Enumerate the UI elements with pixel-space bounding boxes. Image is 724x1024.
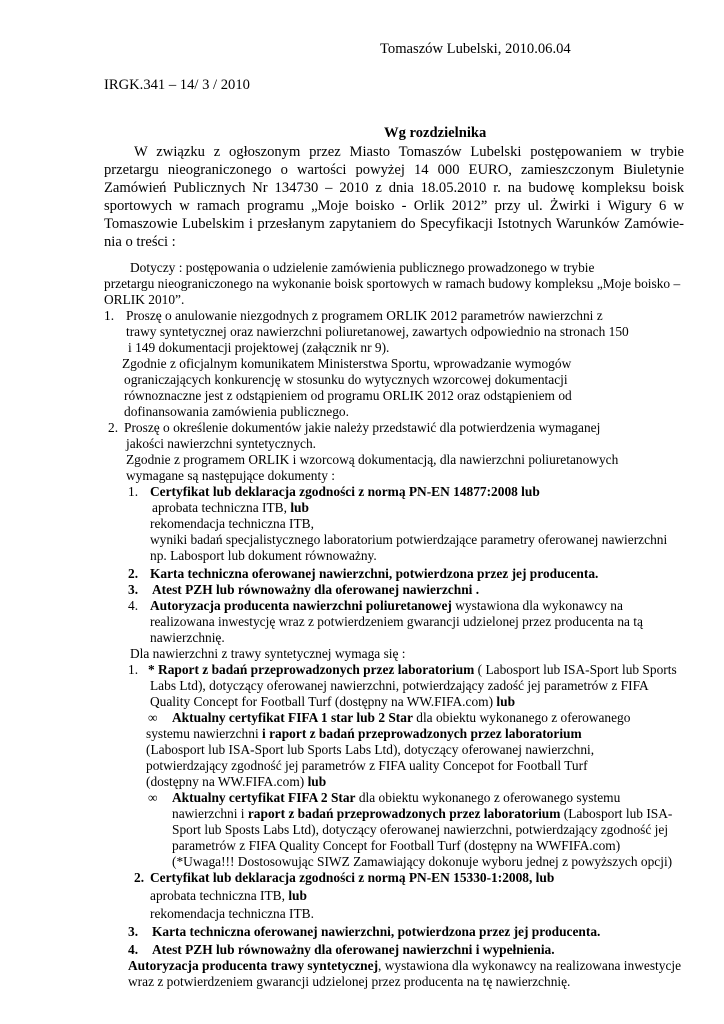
option-line: Sport lub Sposts Labs Ltd), dotyczący oferowanej nawierzchni, potwierdzający zgodność jej: [172, 822, 669, 837]
intro-line: Zamówień Publicznych Nr 134730 – 2010 z dnia 18.05.2010 r. na budowę kompleksu boisk: [104, 180, 684, 196]
answer-line: równoznaczne jest z odstąpieniem od programu ORLIK 2012 oraz odstąpieniem od: [124, 388, 572, 403]
subject-line: przetargu nieograniczonego na wykonanie boisk sportowych w ramach budowy kompleksu „Moje boisko –: [104, 276, 681, 291]
option-line: systemu nawierzchni i raport z badań przeprowadzonych przez laboratorium: [146, 726, 582, 741]
list-item-line: rekomendacja techniczna ITB,: [150, 516, 314, 531]
list-item-line: * Raport z badań przeprowadzonych przez laboratorium ( Labosport lub ISA-Sport lub Sports: [148, 662, 677, 677]
list-item-title: Atest PZH lub równoważny dla oferowanej nawierzchni .: [152, 582, 480, 597]
option-bullet-icon: ∞: [148, 790, 158, 805]
list-item-line: realizowana inwestycję wraz z potwierdzeniem gwarancji udzielonej przez producenta na tą: [150, 614, 643, 629]
subject-line: Dotyczy : postępowania o udzielenie zamówienia publicznego prowadzonego w trybie: [130, 260, 595, 275]
option-line: Aktualny certyfikat FIFA 1 star lub 2 Star dla obiektu wykonanego z oferowanego: [172, 710, 631, 725]
question-line: Proszę o określenie dokumentów jakie należy przedstawić dla potwierdzenia wymaganej: [124, 420, 601, 435]
list-number: 2.: [128, 566, 139, 581]
list-item-title: Certyfikat lub deklaracja zgodności z normą PN-EN 14877:2008 lub: [150, 484, 540, 499]
section-heading: Dla nawierzchni z trawy syntetycznej wymaga się :: [130, 646, 406, 661]
subject-line: ORLIK 2010”.: [104, 292, 185, 307]
question-line: Proszę o anulowanie niezgodnych z programem ORLIK 2012 parametrów nawierzchni z: [126, 308, 603, 323]
list-number: 1.: [128, 662, 139, 677]
list-number: 4.: [128, 598, 139, 613]
list-item-line: rekomendacja techniczna ITB.: [150, 906, 314, 921]
option-line: nawierzchni i raport z badań przeprowadzonych przez laboratorium (Labosport lub ISA-: [172, 806, 673, 821]
option-line: (dostępny na WW.FIFA.com) lub: [146, 774, 327, 789]
option-line: parametrów z FIFA Quality Concept for Football Turf (dostępny na WWFIFA.com): [172, 838, 621, 853]
intro-line: Tomaszowie Lubelskim i przesłanym zapytaniem do Specyfikacji Istotnych Warunków Zamówie-: [104, 216, 684, 232]
list-item-line: wyniki badań specjalistycznego laboratorium potwierdzające parametry oferowanej nawierzchni: [150, 532, 668, 547]
list-item-line: nawierzchnię.: [150, 630, 225, 645]
question-number: 1.: [104, 308, 115, 323]
list-item-line: Quality Concept for Football Turf (dostępny na WW.FIFA.com) lub: [150, 694, 516, 709]
intro-line: nia o treści :: [104, 234, 176, 250]
intro-line: W związku z ogłoszonym przez Miasto Tomaszów Lubelski postępowaniem w trybie: [134, 144, 684, 160]
list-number: 2.: [134, 870, 145, 885]
list-number: 1.: [128, 484, 139, 499]
addressee: Wg rozdzielnika: [384, 125, 487, 141]
authorization-line: wraz z potwierdzeniem gwarancji udzielonej przez producenta na tę nawierzchnię.: [128, 974, 571, 989]
intro-line: sportowych w ramach programu „Moje boisko - Orlik 2012” przy ul. Żwirki i Wigury 6 w: [104, 198, 684, 214]
list-item-line: Labs Ltd), dotyczący oferowanej nawierzchni, potwierdzający zadość jej parametrów z FIFA: [150, 678, 649, 693]
reference-number: IRGK.341 – 14/ 3 / 2010: [104, 77, 250, 93]
list-item-line: aprobata techniczna ITB, lub: [150, 888, 307, 903]
list-item-line: Autoryzacja producenta nawierzchni poliuretanowej wystawiona dla wykonawcy na: [150, 598, 623, 613]
list-item-title: Karta techniczna oferowanej nawierzchni, potwierdzona przez jej producenta.: [150, 566, 599, 581]
answer-line: Zgodnie z oficjalnym komunikatem Ministerstwa Sportu, wprowadzanie wymogów: [122, 356, 572, 371]
option-bullet-icon: ∞: [148, 710, 158, 725]
list-item-line: np. Labosport lub dokument równoważny.: [150, 548, 377, 563]
answer-line: wymagane są następujące dokumenty :: [126, 468, 335, 483]
list-number: 3.: [128, 924, 139, 939]
answer-line: ograniczających konkurencję w stosunku do wytycznych wzorcowej dokumentacji: [124, 372, 568, 387]
option-line: potwierdzający zgodność jej parametrów z FIFA uality Concepot for Football Turf: [146, 758, 588, 773]
answer-line: dofinansowania zamówienia publicznego.: [124, 404, 349, 419]
option-line: (Labosport lub ISA-Sport lub Sports Labs Ltd), dotyczący oferowanej nawierzchni,: [146, 742, 595, 757]
question-number: 2.: [108, 420, 119, 435]
option-line: Aktualny certyfikat FIFA 2 Star dla obiektu wykonanego z oferowanego systemu: [172, 790, 621, 805]
question-line: trawy syntetycznej oraz nawierzchni poliuretanowej, zawartych odpowiednio na stronach 150: [126, 324, 629, 339]
place-date: Tomaszów Lubelski, 2010.06.04: [380, 41, 571, 57]
question-line: jakości nawierzchni syntetycznych.: [126, 436, 316, 451]
list-item-title: Karta techniczna oferowanej nawierzchni, potwierdzona przez jej producenta.: [152, 924, 601, 939]
list-number: 4.: [128, 942, 139, 957]
answer-line: Zgodnie z programem ORLIK i wzorcową dokumentacją, dla nawierzchni poliuretanowych: [126, 452, 619, 467]
list-item-title: Atest PZH lub równoważny dla oferowanej nawierzchni i wypełnienia.: [152, 942, 555, 957]
authorization-line: Autoryzacja producenta trawy syntetycznej, wystawiona dla wykonawcy na realizowana inwestycje: [128, 958, 682, 973]
option-note: (*Uwaga!!! Dostosowując SIWZ Zamawiający dokonuje wyboru jednej z powyższych opcji): [172, 854, 673, 869]
intro-line: przetargu nieograniczonego o wartości powyżej 14 000 EURO, zamieszczonym Biuletynie: [104, 162, 684, 178]
list-item-title: Certyfikat lub deklaracja zgodności z normą PN-EN 15330-1:2008, lub: [150, 870, 555, 885]
question-line: i 149 dokumentacji projektowej (załącznik nr 9).: [128, 340, 390, 355]
list-number: 3.: [128, 582, 139, 597]
list-item-line: aprobata techniczna ITB, lub: [152, 500, 309, 515]
